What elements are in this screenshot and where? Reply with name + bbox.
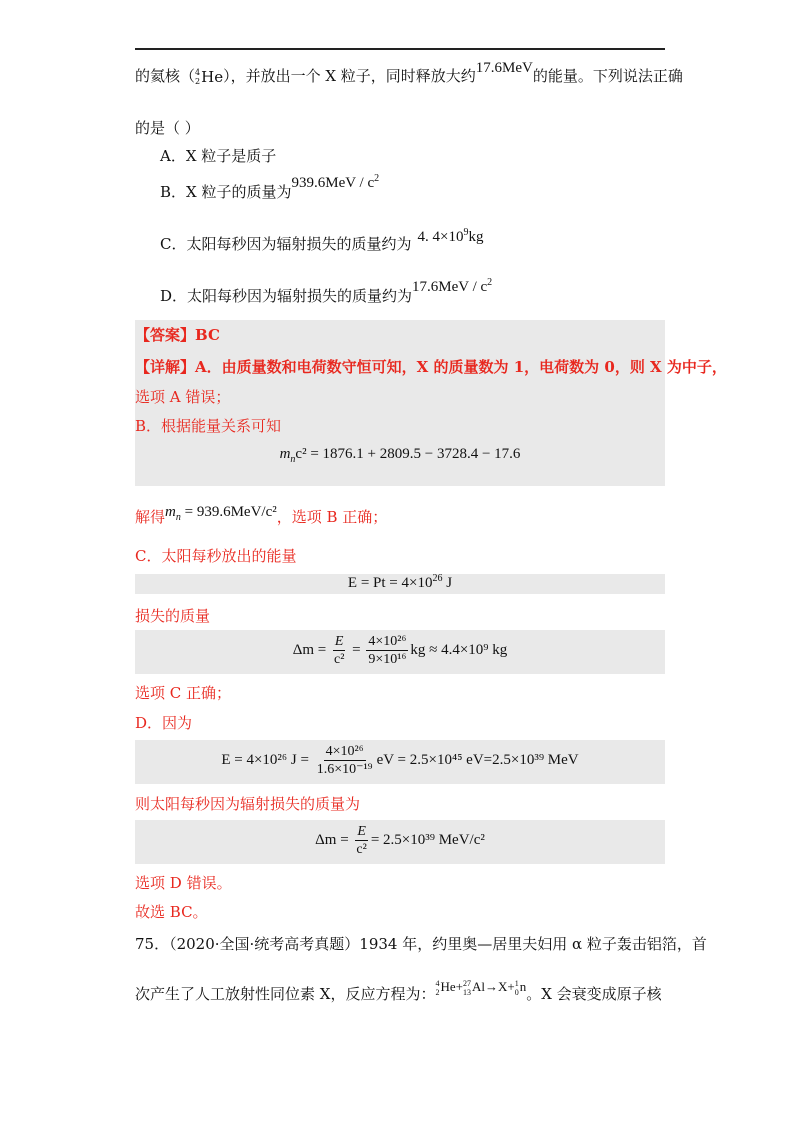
header-rule (135, 48, 665, 50)
equation-d2 (135, 823, 665, 858)
equation-text: Δm = (315, 831, 349, 848)
equation-b: $m_nc^2 = 1876.1 + 2809.5 - 3728.4 - 17.6$ (279, 446, 521, 465)
analysis-c-mass-head: 损失的质量 (135, 607, 211, 625)
equation-text: kg ≈ 4.4×10⁹ kg (410, 641, 508, 658)
option-d: D．太阳每秒因为辐射损失的质量约为$17.6MeV / c^2$ (160, 277, 493, 305)
analysis-c-result: 选项 C 正确； (135, 684, 232, 702)
option-text: D．太阳每秒因为辐射损失的质量约为 (160, 287, 413, 305)
option-b: B．X 粒子的质量为$939.6MeV / c^2$ (160, 173, 380, 201)
option-text: B．X 粒子的质量为 (160, 183, 292, 201)
option-a: A．X 粒子是质子 (160, 147, 277, 165)
energy-value: 17.6MeV (475, 60, 533, 76)
equation-text: E = 4×10²⁶ J = (221, 751, 309, 768)
exponent: 9 (463, 227, 469, 238)
option-value: 4. 4×10 (417, 229, 464, 245)
equation-text: = 939.6MeV/c² (180, 504, 277, 520)
question-line-2: 的是（ ） (135, 119, 200, 137)
analysis-d-result: 选项 D 错误。 (135, 874, 232, 892)
denominator: 1.6×10⁻¹⁹ (316, 762, 373, 777)
text-segment: 。X 会衰变成原子核 (526, 985, 662, 1003)
denominator: 9×10¹⁶ (368, 652, 407, 667)
equation-c2: Δm = $\frac{E}{\text{c²}}$ = $\frac{\text{4×10²⁶}}{\text{9×10¹⁶}}$ kg ≈ 4.4×10⁹ kg (292, 634, 508, 667)
denominator: c² (333, 652, 345, 667)
equation-text: eV = 2.5×10⁴⁵ eV=2.5×10³⁹ MeV (376, 751, 579, 768)
equation-c1 (135, 575, 665, 592)
analysis-a-line-1 (135, 357, 727, 377)
fraction (354, 823, 368, 858)
charge-number: 2 (195, 77, 201, 86)
denominator: c² (356, 842, 367, 857)
answer-value: BC (195, 326, 220, 344)
fraction (332, 633, 346, 668)
text-segment: 解得 (135, 508, 166, 526)
text-segment: ，选项 B 正确； (276, 508, 388, 526)
equation-text: Δm = (292, 641, 327, 658)
text-segment: 次产生了人工放射性同位素 X，反应方程为： (135, 985, 436, 1003)
equation-d1 (135, 743, 665, 778)
unit: kg (468, 229, 484, 245)
text-segment: ），并放出一个 X 粒子，同时释放大约 (223, 67, 476, 85)
next-question-line-2 (135, 979, 662, 1005)
option-value: 17.6MeV / c (412, 279, 488, 295)
conclusion: 故选 BC。 (135, 903, 208, 921)
numerator: 4×10²⁶ (368, 634, 407, 649)
option-value: 939.6MeV / c (291, 175, 375, 191)
next-question-line-1: 75．（2020·全国·统考高考真题）1934 年，约里奥—居里夫妇用 α 粒子轰击铝箔，首 (135, 935, 707, 953)
option-text: C．太阳每秒因为辐射损失的质量约为 (160, 235, 412, 253)
analysis-c-head: C．太阳每秒放出的能量 (135, 547, 297, 565)
fraction (315, 743, 375, 778)
analysis-d-head: D．因为 (135, 714, 193, 732)
answer-label: 【答案】 (135, 326, 196, 344)
analysis-b-head: B．根据能量关系可知 (135, 417, 282, 435)
analysis-text: A．由质量数和电荷数守恒可知，X 的质量数为 1，电荷数为 0，则 X 为中子， (195, 358, 727, 376)
mass-number: 4 (195, 68, 201, 77)
analysis-label: 【详解】 (135, 358, 196, 376)
text-segment: 的氦核（ (135, 67, 196, 85)
fraction (366, 633, 408, 668)
equation-text: c² = 1876.1 + 2809.5 − 3728.4 − 17.6 (295, 446, 521, 462)
question-line-1 (135, 60, 683, 93)
answer-line (135, 325, 220, 345)
equation-text: = 2.5×10³⁹ MeV/c² (370, 831, 485, 848)
nucleus-symbol: He (201, 68, 224, 86)
numerator: E (357, 824, 366, 839)
analysis-b-solve: 解得$m_n = 939.6MeV/c^2$，选项 B 正确； (135, 504, 388, 526)
analysis-a-line-2: 选项 A 错误； (135, 388, 231, 406)
exponent: 26 (432, 573, 443, 584)
reaction-equation: 4 2 He+ 27 13 Al→X+ 1 0 n (435, 979, 527, 998)
unit: J (442, 575, 453, 591)
option-c (160, 227, 484, 255)
numerator: E (334, 634, 344, 649)
text-segment: 的能量。下列说法正确 (532, 67, 683, 85)
analysis-d-mass-head: 则太阳每秒因为辐射损失的质量为 (135, 795, 361, 813)
helium-nucleus (195, 67, 223, 87)
numerator: 4×10²⁶ (325, 744, 364, 759)
equation-text: E = Pt = 4×10 (347, 575, 433, 591)
